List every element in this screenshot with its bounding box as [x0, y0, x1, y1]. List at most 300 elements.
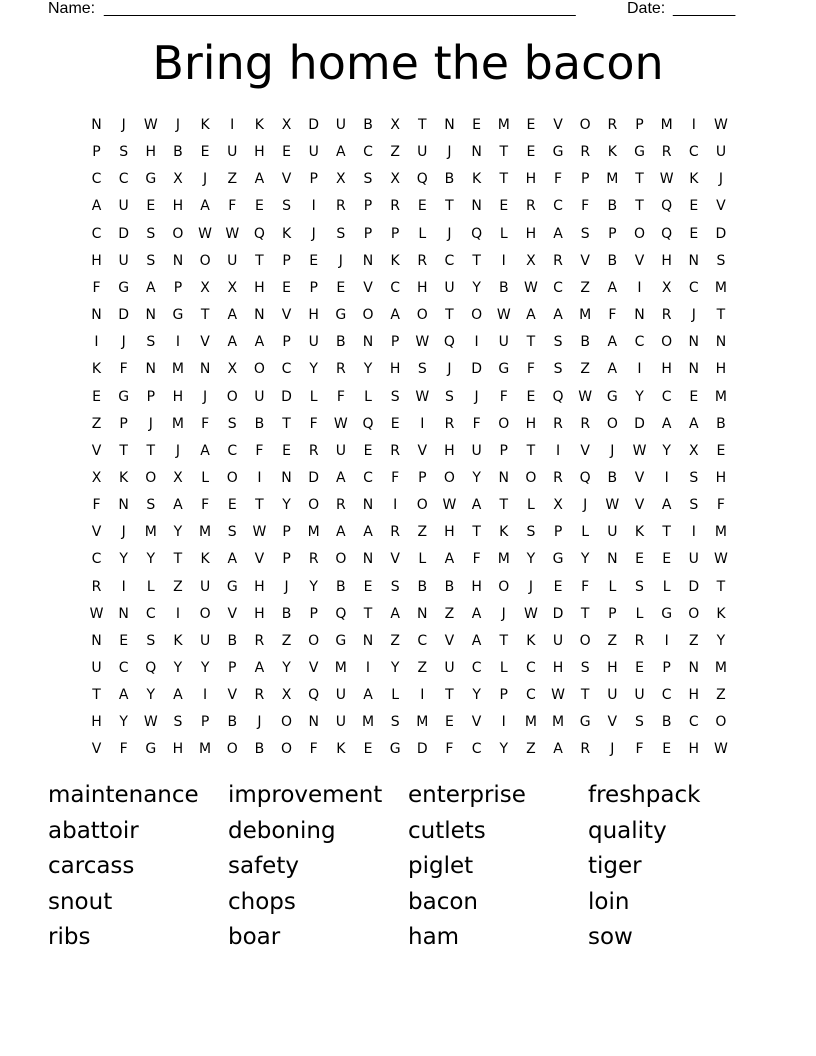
grid-letter: R	[335, 497, 346, 514]
grid-letter: K	[336, 741, 346, 758]
grid-row	[83, 302, 737, 329]
grid-letter: P	[119, 415, 128, 432]
word-item: improvement	[228, 782, 383, 808]
grid-letter: B	[227, 714, 238, 731]
grid-letter: N	[417, 605, 428, 622]
grid-letter: E	[526, 144, 536, 161]
grid-letter: F	[309, 415, 318, 432]
grid-row	[83, 736, 737, 763]
grid-letter: E	[282, 144, 291, 161]
grid-letter: W	[143, 117, 158, 133]
grid-letter: T	[282, 415, 291, 432]
grid-letter: I	[311, 198, 316, 215]
grid-letter: J	[203, 388, 208, 405]
grid-letter: M	[524, 714, 537, 731]
word-item: chops	[228, 888, 296, 915]
grid-letter: M	[416, 714, 429, 731]
grid-letter: T	[472, 524, 481, 541]
grid-letter: Z	[390, 144, 400, 161]
grid-letter: M	[660, 117, 673, 133]
grid-letter: P	[282, 524, 291, 541]
grid-letter: T	[255, 497, 264, 514]
header-line	[48, 0, 748, 20]
grid-letter: F	[255, 442, 264, 459]
grid-letter: Y	[472, 687, 481, 704]
grid-letter: R	[526, 198, 536, 215]
grid-letter: Y	[499, 741, 509, 758]
grid-letter: E	[472, 117, 482, 133]
grid-letter: S	[580, 660, 590, 676]
grid-letter: V	[634, 469, 645, 486]
grid-letter: S	[146, 632, 156, 649]
grid-letter: A	[444, 551, 455, 568]
grid-letter: L	[418, 225, 427, 242]
grid-letter: U	[199, 632, 211, 649]
grid-letter: N	[634, 307, 645, 324]
grid-letter: H	[172, 741, 184, 758]
grid-letter: X	[91, 469, 102, 486]
grid-letter: C	[91, 171, 102, 188]
grid-letter: I	[637, 279, 642, 296]
grid-letter: U	[118, 252, 129, 269]
grid-letter: I	[474, 334, 479, 351]
grid-letter: M	[714, 279, 727, 296]
grid-letter: I	[691, 117, 696, 133]
grid-row	[83, 356, 737, 383]
name-label: Name:	[48, 0, 96, 17]
grid-letter: W	[415, 388, 430, 405]
grid-letter: L	[146, 578, 155, 595]
grid-letter: O	[199, 605, 211, 622]
grid-letter: A	[390, 307, 400, 324]
grid-letter: F	[581, 578, 590, 595]
grid-letter: E	[417, 198, 427, 215]
grid-letter: V	[227, 687, 238, 704]
grid-letter: A	[471, 632, 482, 649]
grid-letter: M	[144, 524, 157, 541]
grid-letter: I	[393, 497, 398, 514]
grid-letter: J	[528, 578, 533, 595]
grid-letter: V	[580, 442, 590, 459]
grid-letter: S	[580, 225, 590, 242]
grid-letter: B	[254, 415, 265, 432]
grid-letter: N	[254, 307, 265, 324]
grid-letter: H	[254, 144, 265, 161]
grid-letter: S	[146, 497, 156, 514]
grid-letter: R	[335, 361, 346, 378]
word-column	[228, 778, 408, 956]
grid-letter: S	[146, 252, 156, 269]
grid-letter: F	[472, 415, 481, 432]
grid-letter: H	[389, 361, 401, 378]
grid-letter: Y	[282, 497, 291, 514]
grid-letter: G	[661, 605, 673, 622]
grid-letter: G	[226, 578, 238, 595]
grid-letter: T	[499, 632, 509, 649]
grid-letter: W	[523, 279, 538, 296]
grid-letter: K	[254, 117, 264, 133]
grid-letter: A	[607, 279, 618, 296]
grid-letter: I	[230, 117, 235, 133]
grid-row	[83, 248, 737, 275]
grid-letter: M	[714, 388, 727, 405]
grid-letter: A	[118, 687, 129, 704]
grid-letter: C	[118, 171, 129, 188]
grid-letter: R	[91, 578, 102, 595]
grid-letter: B	[716, 415, 726, 432]
grid-letter: M	[714, 660, 727, 676]
grid-letter: Z	[580, 361, 590, 378]
grid-letter: K	[390, 252, 400, 269]
grid-letter: B	[254, 741, 265, 758]
grid-letter: O	[633, 225, 646, 242]
grid-letter: L	[635, 605, 644, 622]
grid-letter: K	[281, 225, 292, 242]
grid-letter: O	[172, 225, 184, 242]
grid-letter: B	[580, 334, 590, 351]
grid-letter: V	[634, 497, 645, 514]
grid-letter: G	[606, 388, 618, 405]
grid-letter: H	[91, 714, 102, 731]
grid-letter: F	[635, 741, 644, 758]
grid-letter: K	[200, 117, 210, 133]
grid-letter: A	[200, 198, 210, 215]
grid-letter: Y	[716, 632, 726, 649]
grid-letter: S	[390, 388, 400, 405]
word-list	[48, 778, 768, 958]
grid-letter: F	[608, 307, 617, 324]
grid-letter: I	[501, 714, 506, 731]
grid-letter: Z	[390, 632, 400, 649]
grid-letter: X	[200, 279, 210, 296]
grid-letter: E	[716, 442, 726, 459]
grid-letter: W	[714, 741, 728, 758]
word-item: enterprise	[408, 782, 526, 808]
grid-letter: Y	[200, 660, 210, 676]
grid-letter: V	[281, 171, 292, 188]
grid-letter: M	[361, 714, 375, 731]
grid-letter: E	[689, 388, 699, 405]
word-item: ribs	[48, 924, 91, 951]
grid-letter: X	[227, 361, 238, 378]
grid-letter: R	[634, 632, 645, 649]
grid-letter: Q	[443, 334, 455, 351]
grid-letter: J	[148, 415, 153, 432]
grid-row	[83, 112, 737, 139]
grid-letter: S	[146, 334, 156, 351]
grid-letter: O	[661, 334, 673, 351]
grid-letter: V	[308, 660, 319, 676]
grid-letter: D	[308, 117, 320, 133]
grid-letter: U	[254, 388, 265, 405]
grid-letter: S	[526, 524, 536, 541]
grid-letter: J	[121, 524, 126, 541]
grid-letter: Y	[662, 442, 671, 459]
grid-letter: C	[553, 279, 563, 296]
grid-letter: W	[578, 388, 593, 405]
grid-letter: T	[526, 334, 536, 351]
grid-letter: U	[498, 334, 509, 351]
grid-letter: X	[227, 279, 238, 296]
grid-letter: C	[688, 714, 699, 731]
grid-letter: T	[580, 687, 590, 704]
grid-letter: N	[308, 714, 319, 731]
word-item: ham	[408, 924, 460, 951]
grid-letter: R	[580, 144, 591, 161]
grid-letter: S	[363, 171, 373, 188]
grid-letter: B	[444, 578, 455, 595]
grid-letter: C	[417, 632, 428, 649]
grid-letter: N	[688, 252, 700, 269]
grid-letter: W	[252, 524, 267, 541]
grid-letter: Z	[227, 171, 238, 188]
grid-letter: Y	[309, 361, 318, 378]
grid-letter: A	[227, 307, 238, 324]
grid-letter: W	[333, 415, 348, 432]
grid-letter: N	[118, 605, 129, 622]
grid-letter: W	[551, 687, 565, 704]
grid-letter: E	[363, 578, 373, 595]
grid-letter: G	[335, 632, 347, 649]
grid-letter: O	[579, 632, 591, 649]
grid-letter: R	[254, 632, 265, 649]
grid-letter: H	[444, 524, 455, 541]
grid-letter: L	[608, 578, 617, 595]
grid-letter: Y	[173, 524, 183, 541]
grid-letter: R	[553, 469, 563, 486]
grid-letter: U	[335, 117, 346, 133]
word-item: maintenance	[48, 782, 199, 808]
grid-letter: N	[118, 497, 129, 514]
grid-letter: K	[689, 171, 699, 188]
grid-letter: Q	[362, 415, 374, 432]
grid-letter: G	[118, 279, 130, 296]
grid-letter: S	[689, 497, 699, 514]
grid-letter: F	[472, 551, 481, 568]
grid-letter: C	[363, 144, 373, 161]
grid-letter: X	[553, 497, 563, 514]
grid-letter: U	[688, 551, 699, 568]
grid-letter: P	[146, 388, 156, 405]
grid-letter: A	[553, 307, 563, 324]
grid-letter: Q	[335, 605, 347, 622]
word-item: deboning	[228, 817, 336, 844]
word-column	[48, 778, 228, 956]
grid-letter: F	[581, 198, 590, 215]
grid-letter: U	[607, 524, 618, 541]
grid-letter: X	[281, 117, 292, 133]
grid-letter: P	[608, 605, 617, 622]
grid-letter: Z	[716, 687, 726, 704]
grid-letter: U	[227, 144, 238, 161]
grid-letter: J	[311, 225, 316, 242]
grid-letter: K	[200, 551, 210, 568]
grid-letter: E	[336, 279, 346, 296]
grid-letter: A	[146, 279, 156, 296]
grid-letter: H	[607, 660, 618, 676]
grid-letter: E	[146, 198, 156, 215]
grid-letter: E	[635, 551, 644, 568]
grid-letter: O	[606, 415, 618, 432]
grid-letter: S	[635, 578, 644, 595]
grid-letter: A	[254, 660, 265, 676]
grid-row	[83, 601, 737, 628]
grid-letter: E	[553, 578, 563, 595]
grid-letter: J	[257, 714, 262, 731]
grid-letter: E	[635, 660, 644, 676]
grid-row	[83, 628, 737, 655]
grid-letter: M	[171, 361, 184, 378]
grid-letter: H	[525, 415, 537, 432]
grid-letter: V	[363, 279, 373, 296]
grid-letter: C	[91, 551, 102, 568]
grid-letter: U	[308, 144, 319, 161]
grid-letter: X	[281, 687, 292, 704]
grid-letter: N	[362, 334, 374, 351]
grid-letter: L	[391, 687, 400, 704]
grid-letter: A	[173, 497, 183, 514]
grid-letter: P	[499, 687, 508, 704]
grid-letter: H	[688, 741, 700, 758]
grid-letter: I	[637, 361, 642, 378]
grid-letter: O	[226, 741, 238, 758]
grid-letter: M	[497, 551, 510, 568]
grid-letter: U	[634, 687, 645, 704]
word-item: boar	[228, 924, 281, 951]
grid-letter: E	[526, 117, 536, 133]
grid-letter: S	[390, 714, 400, 731]
grid-letter: H	[254, 578, 265, 595]
grid-letter: E	[526, 388, 536, 405]
grid-letter: U	[552, 632, 564, 649]
grid-letter: M	[552, 714, 565, 731]
letter-grid	[83, 112, 737, 762]
grid-letter: T	[445, 687, 454, 704]
grid-letter: F	[119, 741, 128, 758]
grid-letter: G	[145, 171, 157, 188]
grid-letter: C	[526, 660, 536, 676]
grid-letter: C	[688, 144, 699, 161]
grid-letter: H	[715, 469, 727, 486]
grid-row	[83, 492, 737, 519]
grid-letter: F	[499, 388, 508, 405]
grid-row	[83, 221, 737, 248]
grid-letter: U	[715, 144, 727, 161]
grid-letter: O	[308, 497, 320, 514]
grid-letter: S	[146, 225, 156, 242]
grid-letter: O	[525, 469, 537, 486]
grid-letter: O	[226, 469, 238, 486]
grid-letter: B	[227, 632, 238, 649]
grid-letter: H	[525, 171, 537, 188]
grid-letter: H	[661, 252, 672, 269]
grid-letter: R	[390, 442, 400, 459]
grid-letter: W	[198, 225, 213, 242]
grid-letter: P	[309, 605, 318, 622]
word-column	[408, 778, 588, 956]
grid-letter: P	[92, 144, 101, 161]
grid-letter: C	[553, 198, 563, 215]
grid-letter: R	[390, 524, 400, 541]
grid-letter: Q	[661, 198, 673, 215]
grid-letter: G	[145, 741, 157, 758]
grid-letter: M	[497, 117, 510, 133]
grid-letter: D	[118, 225, 130, 242]
grid-letter: T	[662, 524, 671, 541]
grid-letter: T	[499, 497, 509, 514]
grid-letter: T	[635, 171, 644, 188]
grid-letter: E	[227, 497, 237, 514]
grid-letter: O	[688, 605, 700, 622]
grid-letter: Z	[444, 605, 455, 622]
grid-letter: Y	[472, 279, 481, 296]
grid-letter: A	[607, 361, 618, 378]
grid-letter: S	[173, 714, 183, 731]
grid-letter: C	[227, 442, 238, 459]
grid-letter: U	[335, 442, 346, 459]
word-item: cutlets	[408, 817, 486, 844]
grid-letter: G	[498, 361, 510, 378]
word-item: abattoir	[48, 817, 139, 844]
grid-letter: F	[716, 497, 725, 514]
grid-letter: A	[661, 497, 672, 514]
grid-letter: Y	[282, 660, 291, 676]
grid-letter: A	[607, 334, 618, 351]
grid-letter: T	[255, 252, 264, 269]
grid-letter: N	[498, 469, 509, 486]
grid-letter: J	[121, 334, 126, 351]
grid-letter: Q	[416, 171, 428, 188]
grid-letter: Q	[552, 388, 564, 405]
grid-letter: H	[172, 388, 184, 405]
grid-letter: C	[390, 279, 401, 296]
grid-letter: G	[389, 741, 401, 758]
grid-letter: U	[335, 687, 346, 704]
grid-letter: G	[634, 144, 645, 161]
grid-letter: J	[610, 741, 615, 758]
grid-letter: I	[175, 334, 180, 351]
grid-letter: V	[553, 117, 563, 133]
grid-letter: N	[281, 469, 292, 486]
grid-letter: J	[447, 225, 452, 242]
grid-letter: M	[307, 524, 320, 541]
grid-letter: J	[121, 117, 126, 133]
grid-letter: G	[552, 144, 564, 161]
grid-letter: P	[662, 660, 671, 676]
grid-row	[83, 546, 737, 573]
grid-letter: M	[199, 741, 212, 758]
grid-letter: K	[634, 524, 645, 541]
grid-letter: E	[254, 198, 264, 215]
grid-letter: Y	[146, 687, 156, 704]
grid-letter: U	[444, 279, 455, 296]
grid-row	[83, 438, 737, 465]
grid-letter: C	[118, 660, 129, 676]
grid-letter: W	[523, 605, 538, 622]
grid-letter: H	[552, 660, 564, 676]
grid-letter: Y	[173, 660, 183, 676]
grid-row	[83, 329, 737, 356]
grid-letter: N	[145, 307, 157, 324]
grid-letter: K	[91, 361, 102, 378]
grid-letter: V	[200, 334, 210, 351]
grid-letter: J	[175, 442, 180, 459]
grid-letter: A	[91, 198, 102, 215]
grid-letter: S	[716, 252, 726, 269]
grid-letter: P	[635, 117, 644, 133]
grid-letter: H	[471, 578, 482, 595]
grid-letter: R	[417, 252, 428, 269]
